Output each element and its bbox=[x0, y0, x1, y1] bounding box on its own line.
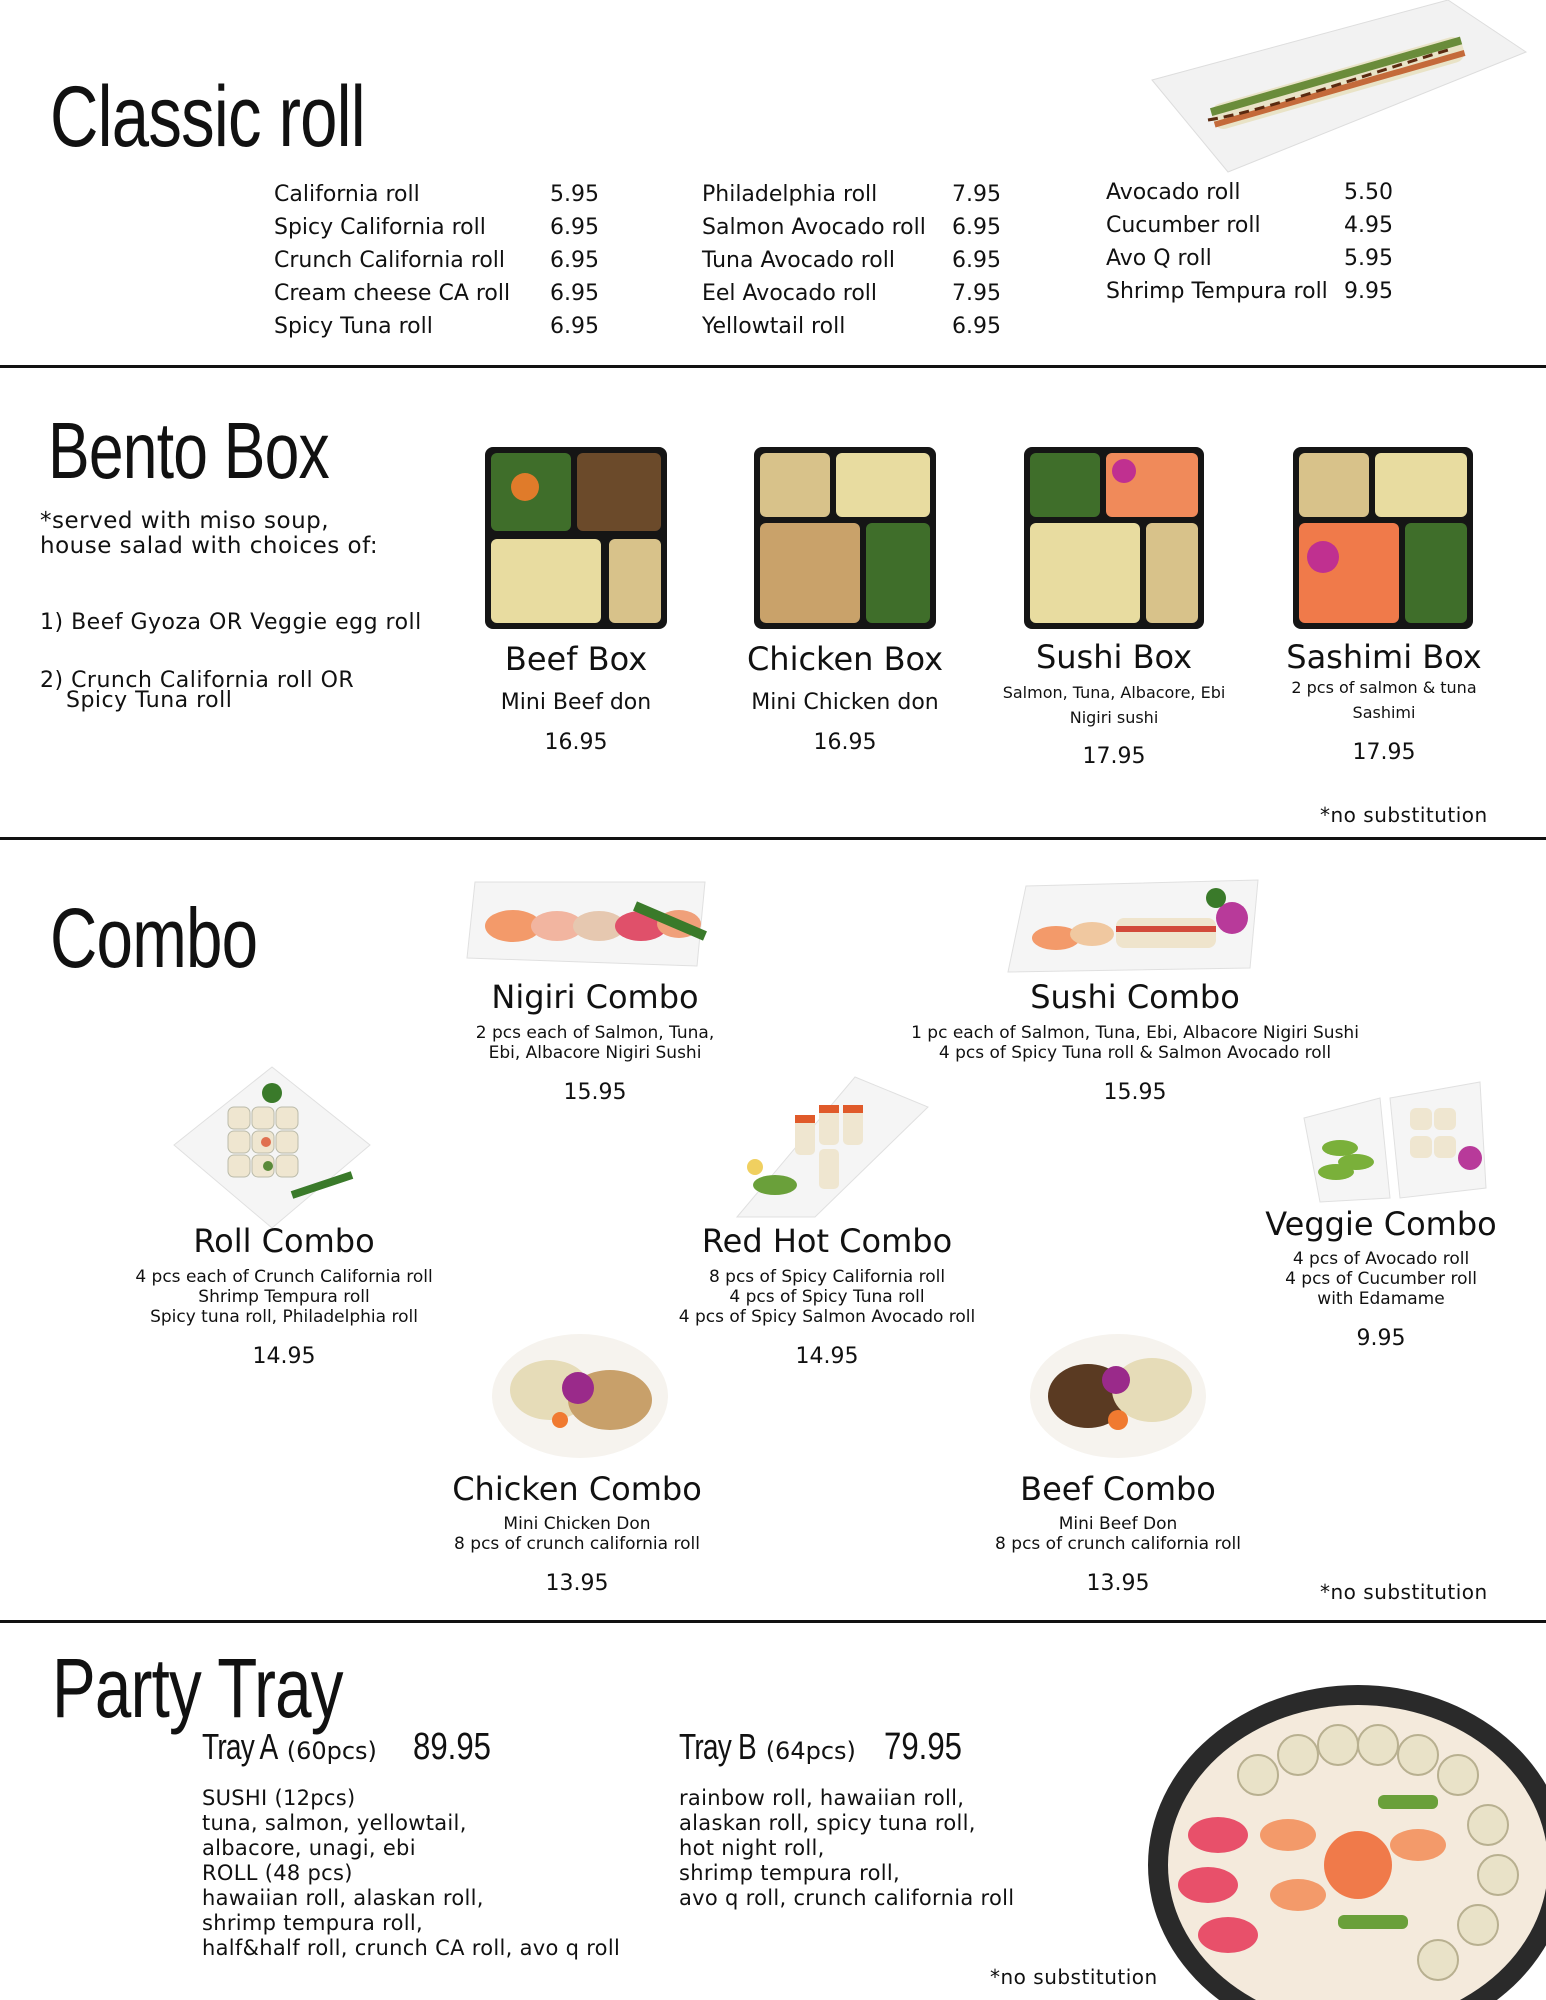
roll-combo-desc-3: Spicy tuna roll, Philadelphia roll bbox=[150, 1307, 418, 1327]
tray-a-line: ROLL (48 pcs) bbox=[202, 1861, 353, 1885]
bento-choice-1: 1) Beef Gyoza OR Veggie egg roll bbox=[40, 610, 422, 635]
combo-no-substitution: *no substitution bbox=[1320, 1580, 1488, 1604]
tray-b-contents bbox=[679, 1786, 1014, 1911]
tray-b-line: rainbow roll, hawaiian roll, bbox=[679, 1786, 965, 1810]
chicken-box-name: Chicken Box bbox=[746, 640, 944, 678]
sushi-box-name: Sushi Box bbox=[1035, 638, 1193, 676]
party-no-substitution: *no substitution bbox=[990, 1965, 1158, 1989]
sushi-box-price: 17.95 bbox=[1082, 744, 1146, 769]
red-hot-combo-price: 14.95 bbox=[795, 1344, 859, 1369]
tray-b-line: shrimp tempura roll, bbox=[679, 1861, 900, 1885]
section-divider bbox=[0, 837, 1546, 840]
bento-served-line1: *served with miso soup, bbox=[40, 508, 330, 534]
beef-box-price: 16.95 bbox=[544, 730, 608, 755]
tray-b-line: hot night roll, bbox=[679, 1836, 825, 1860]
classic-roll-title: Classic roll bbox=[50, 69, 365, 165]
party-tray-photo bbox=[1138, 1665, 1546, 2000]
tray-b-header bbox=[679, 1726, 856, 1768]
chicken-box-price: 16.95 bbox=[813, 730, 877, 755]
roll-combo-desc-1: 4 pcs each of Crunch California roll bbox=[135, 1267, 433, 1287]
roll-combo-price: 14.95 bbox=[252, 1344, 316, 1369]
roll-combo-name: Roll Combo bbox=[193, 1222, 375, 1260]
combo-title: Combo bbox=[50, 891, 258, 985]
beef-box-name: Beef Box bbox=[504, 640, 648, 678]
tray-a-line: SUSHI (12pcs) bbox=[202, 1786, 356, 1810]
sushi-box-desc-2: Nigiri sushi bbox=[1069, 708, 1159, 727]
tray-b-line: avo q roll, crunch california roll bbox=[679, 1886, 1015, 1910]
tray-b-price-wrap bbox=[884, 1726, 979, 1769]
sushi-combo-desc-2: 4 pcs of Spicy Tuna roll & Salmon Avocado roll bbox=[938, 1043, 1332, 1063]
bento-served-line2: house salad with choices of: bbox=[40, 533, 379, 559]
roll-combo-photo bbox=[172, 1065, 372, 1230]
roll-combo-desc-2: Shrimp Tempura roll bbox=[198, 1287, 370, 1307]
sushi-combo-price: 15.95 bbox=[1103, 1080, 1167, 1105]
tray-a-line: tuna, salmon, yellowtail, bbox=[202, 1811, 467, 1835]
tray-a-line: albacore, unagi, ebi bbox=[202, 1836, 416, 1860]
tray-a-line: hawaiian roll, alaskan roll, bbox=[202, 1886, 484, 1910]
sashimi-box-desc-2: Sashimi bbox=[1352, 703, 1416, 722]
tray-a-line: shrimp tempura roll, bbox=[202, 1911, 423, 1935]
sushi-combo-name: Sushi Combo bbox=[1030, 978, 1240, 1016]
beef-combo-desc-2: 8 pcs of crunch california roll bbox=[995, 1534, 1241, 1554]
sushi-combo-desc-1: 1 pc each of Salmon, Tuna, Ebi, Albacore Nigiri Sushi bbox=[911, 1023, 1359, 1043]
chicken-combo-desc-1: Mini Chicken Don bbox=[503, 1514, 651, 1534]
beef-combo-photo bbox=[1028, 1330, 1208, 1460]
nigiri-combo-photo bbox=[465, 878, 715, 970]
beef-combo-desc-1: Mini Beef Don bbox=[1058, 1514, 1178, 1534]
bento-choice-2a: 2) Crunch California roll OR bbox=[40, 668, 355, 693]
red-hot-combo-desc-1: 8 pcs of Spicy California roll bbox=[708, 1267, 946, 1287]
nigiri-combo-name: Nigiri Combo bbox=[491, 978, 699, 1016]
bento-no-substitution: *no substitution bbox=[1320, 803, 1488, 827]
tray-b-price: 79.95 bbox=[884, 1726, 962, 1768]
red-hot-combo-photo bbox=[735, 1075, 930, 1220]
bento-box-title: Bento Box bbox=[48, 406, 329, 495]
beef-box-photo bbox=[485, 447, 667, 629]
sushi-box-desc-1: Salmon, Tuna, Albacore, Ebi bbox=[1002, 683, 1226, 702]
classic-roll-photo bbox=[1148, 0, 1528, 175]
sushi-box-photo bbox=[1024, 447, 1204, 629]
chicken-combo-price: 13.95 bbox=[545, 1571, 609, 1596]
chicken-combo-desc-2: 8 pcs of crunch california roll bbox=[454, 1534, 700, 1554]
tray-a-contents bbox=[202, 1786, 620, 1961]
chicken-box-desc: Mini Chicken don bbox=[751, 690, 939, 715]
beef-box-desc: Mini Beef don bbox=[500, 690, 652, 715]
chicken-combo-name: Chicken Combo bbox=[452, 1470, 702, 1508]
tray-a-price-wrap bbox=[413, 1726, 508, 1769]
chicken-box-photo bbox=[754, 447, 936, 629]
tray-b-name: Tray B bbox=[679, 1726, 756, 1767]
beef-combo-name: Beef Combo bbox=[1020, 1470, 1216, 1508]
tray-a-line: half&half roll, crunch CA roll, avo q roll bbox=[202, 1936, 621, 1960]
sushi-combo-photo bbox=[1006, 878, 1268, 974]
veggie-combo-desc-3: with Edamame bbox=[1317, 1289, 1445, 1309]
tray-a-header bbox=[202, 1726, 377, 1768]
nigiri-combo-price: 15.95 bbox=[563, 1080, 627, 1105]
veggie-combo-name: Veggie Combo bbox=[1265, 1205, 1497, 1243]
sashimi-box-name: Sashimi Box bbox=[1286, 638, 1482, 676]
veggie-combo-photo bbox=[1300, 1078, 1490, 1208]
bento-choice-2b: Spicy Tuna roll bbox=[66, 688, 233, 713]
veggie-combo-desc-1: 4 pcs of Avocado roll bbox=[1292, 1249, 1470, 1269]
sashimi-box-desc-1: 2 pcs of salmon & tuna bbox=[1291, 678, 1477, 697]
section-divider bbox=[0, 1620, 1546, 1623]
tray-a-pcs: (60pcs) bbox=[286, 1737, 377, 1765]
nigiri-combo-desc-2: Ebi, Albacore Nigiri Sushi bbox=[488, 1043, 702, 1063]
sashimi-box-photo bbox=[1293, 447, 1473, 629]
section-divider bbox=[0, 365, 1546, 368]
party-tray-title: Party Tray bbox=[52, 1641, 343, 1735]
tray-a-price: 89.95 bbox=[413, 1726, 491, 1768]
veggie-combo-price: 9.95 bbox=[1356, 1326, 1406, 1351]
tray-b-line: alaskan roll, spicy tuna roll, bbox=[679, 1811, 976, 1835]
tray-a-name: Tray A bbox=[202, 1726, 278, 1767]
red-hot-combo-name: Red Hot Combo bbox=[701, 1222, 953, 1260]
sashimi-box-price: 17.95 bbox=[1352, 740, 1416, 765]
chicken-combo-photo bbox=[490, 1330, 670, 1460]
red-hot-combo-desc-3: 4 pcs of Spicy Salmon Avocado roll bbox=[678, 1307, 976, 1327]
nigiri-combo-desc-1: 2 pcs each of Salmon, Tuna, bbox=[475, 1023, 715, 1043]
red-hot-combo-desc-2: 4 pcs of Spicy Tuna roll bbox=[729, 1287, 925, 1307]
veggie-combo-desc-2: 4 pcs of Cucumber roll bbox=[1285, 1269, 1477, 1289]
tray-b-pcs: (64pcs) bbox=[765, 1737, 856, 1765]
beef-combo-price: 13.95 bbox=[1086, 1571, 1150, 1596]
